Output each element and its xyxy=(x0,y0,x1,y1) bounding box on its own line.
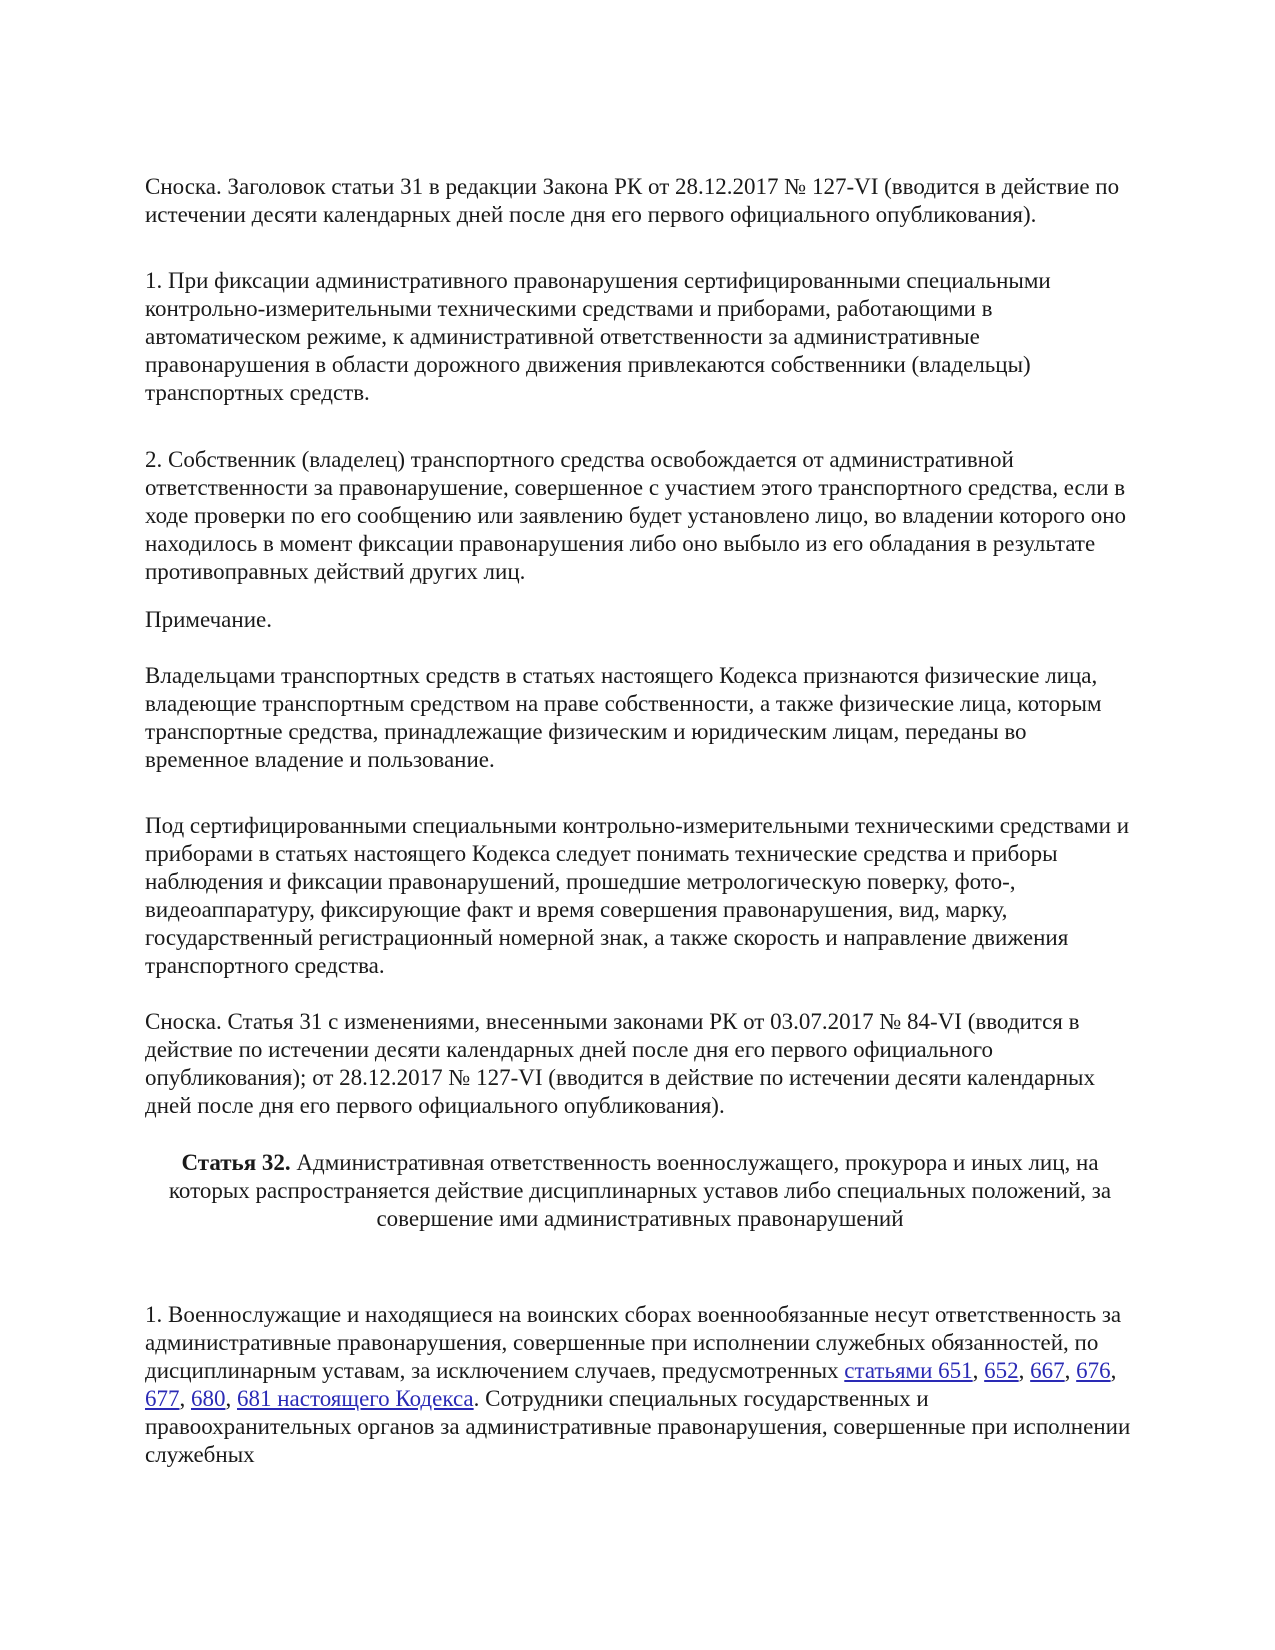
article-32-title: Административная ответственность военнослужащего, прокурора и иных лиц, на которых распространяется действие дисциплинарных уставов либо специальных положений, за совершение ими административных правонарушений xyxy=(168,1150,1112,1231)
text-run: . Сотрудники специальных государственных и правоохранительных органов за административные правонарушения, совершенные при исполнении служебных xyxy=(145,1386,1131,1467)
code-article-link[interactable]: 676 xyxy=(1076,1358,1111,1383)
code-article-link[interactable]: 677 xyxy=(145,1386,180,1411)
text-run: 1. Военнослужащие и находящиеся на воинских сборах военнообязанные несут ответственность за административные правонарушения, совершенные при исполнении служебных обязанностей, по дисциплинарным уставам, за исключением случаев, предусмотренных xyxy=(145,1302,1122,1383)
note-certified-devices-paragraph: Под сертифицированными специальными контрольно-измерительными техническими средствами и приборами в статьях настоящего Кодекса следует понимать технические средства и приборы наблюдения и фиксации правонарушений, прошедшие метрологическую поверку, фото-, видеоаппаратуру, фиксирующие факт и время совершения правонарушения, вид, марку, государственный регистрационный номерной знак, а также скорость и направление движения транспортного средства. xyxy=(145,813,1130,978)
text-run: , xyxy=(1110,1358,1117,1383)
text-run: , xyxy=(179,1386,191,1411)
text-run: , xyxy=(1018,1358,1031,1383)
code-article-link[interactable]: 652 xyxy=(984,1358,1019,1383)
footnote-article-31-amendments-paragraph: Сноска. Статья 31 с изменениями, внесенными законами РК от 03.07.2017 № 84-VI (вводится в действие по истечении десяти календарных дней после дня его первого официального опубликования); от 28.12.2017 № 127-VI (вводится в действие по истечении десяти календарных дней после дня его первого официального опубликования). xyxy=(145,1009,1095,1118)
article-32-clause-1-paragraph xyxy=(145,1301,1135,1469)
article-32-number: Статья 32. xyxy=(181,1150,291,1175)
footnote-article-31-title-paragraph: Сноска. Заголовок статьи 31 в редакции Закона РК от 28.12.2017 № 127-VI (вводится в действие по истечении десяти календарных дней после дня его первого официального опубликования). xyxy=(145,174,1120,227)
article-31-clause-1-paragraph: 1. При фиксации административного правонарушения сертифицированными специальными контрольно-измерительными техническими средствами и приборами, работающими в автоматическом режиме, к административной ответственности за административные правонарушения в области дорожного движения привлекаются собственники (владельцы) транспортных средств. xyxy=(145,268,1051,405)
code-article-link[interactable]: 680 xyxy=(191,1386,226,1411)
note-label: Примечание. xyxy=(145,607,272,632)
text-run: , xyxy=(225,1386,237,1411)
article-31-clause-2-paragraph: 2. Собственник (владелец) транспортного средства освобождается от административной ответственности за правонарушение, совершенное с участием этого транспортного средства, если в ходе проверки по его сообщению или заявлению будет установлено лицо, во владении которого оно находилось в момент фиксации правонарушения либо оно выбыло из его обладания в результате противоправных действий других лиц. xyxy=(145,447,1127,584)
text-run: , xyxy=(972,1358,985,1383)
text-run: , xyxy=(1064,1358,1077,1383)
article-32-heading xyxy=(145,1149,1135,1233)
code-article-link[interactable]: 681 настоящего Кодекса xyxy=(237,1386,474,1411)
code-article-link[interactable]: статьями 651 xyxy=(844,1358,973,1383)
note-vehicle-owners-paragraph: Владельцами транспортных средств в статьях настоящего Кодекса признаются физические лица, владеющие транспортным средством на праве собственности, а также физические лица, которым транспортные средства, принадлежащие физическим и юридическим лицам, переданы во временное владение и пользование. xyxy=(145,663,1102,772)
code-article-link[interactable]: 667 xyxy=(1030,1358,1065,1383)
